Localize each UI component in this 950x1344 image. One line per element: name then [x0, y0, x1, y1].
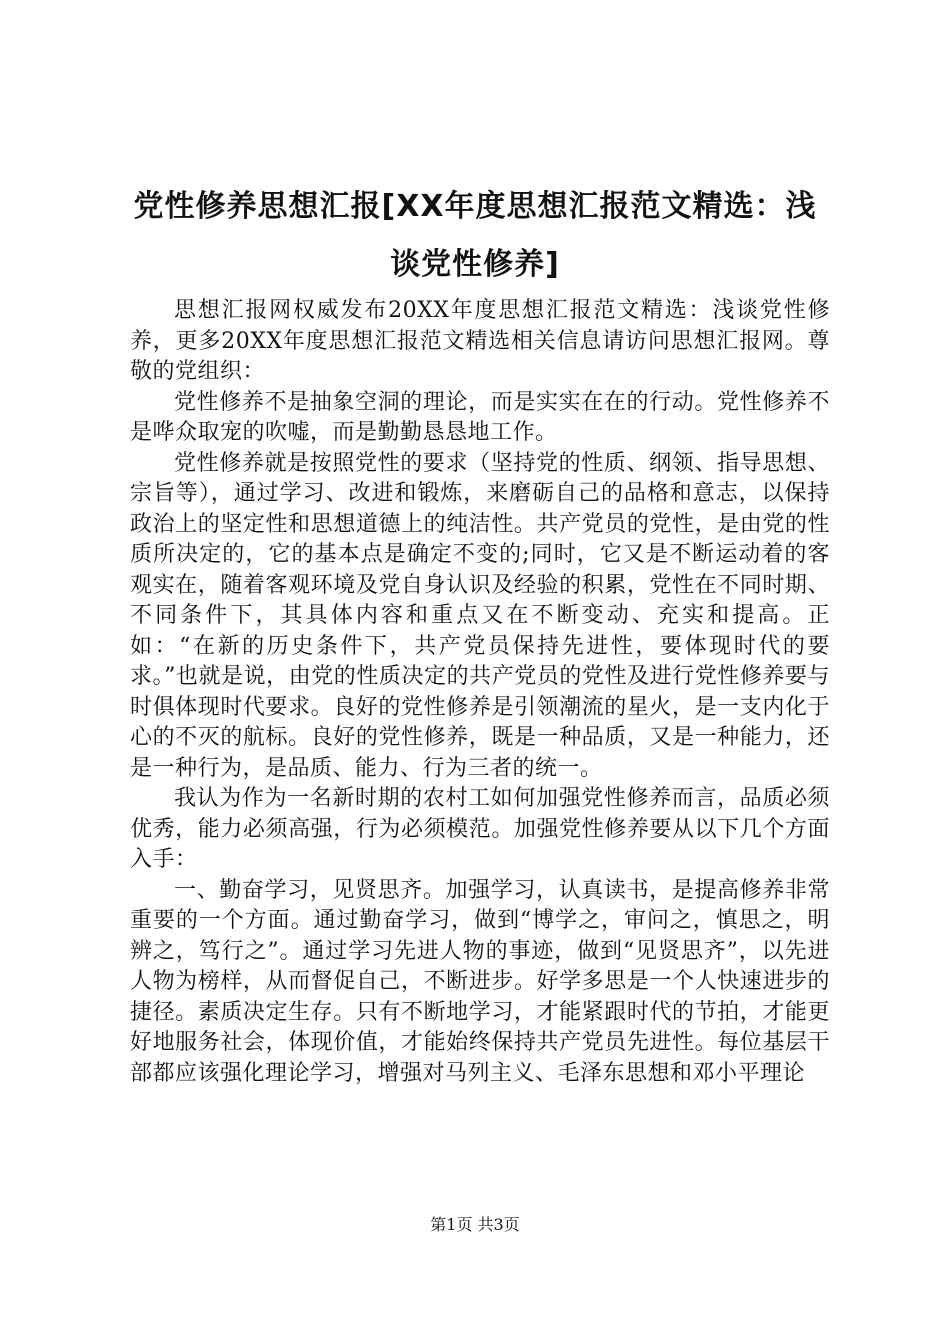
paragraph-study: 一、勤奋学习，见贤思齐。加强学习，认真读书，是提高修养非常重要的一个方面。通过勤奋学习，做到“博学之，审问之，慎思之，明辨之，笃行之”。通过学习先进人物的事迹，做到“见贤思齐”，以先进人物为榜样，从而督促自己，不断进步。好学多思是一个人快速进步的捷径。素质决定生存。只有不断地学习，才能紧跟时代的节拍，才能更好地服务社会，体现价值，才能始终保持共产党员先进性。每位基层干部都应该强化理论学习，增强对马列主义、毛泽东思想和邓小平理论	[130, 877, 830, 1086]
paragraph-definition: 党性修养就是按照党性的要求（坚持党的性质、纲领、指导思想、宗旨等），通过学习、改进和锻炼，来磨砺自己的品格和意志，以保持政治上的坚定性和思想道德上的纯洁性。共产党员的党性，是由党的性质所决定的，它的基本点是确定不变的;同时，它又是不断运动着的客观实在，随着客观环境及党自身认识及经验的积累，党性在不同时期、不同条件下，其具体内容和重点又在不断变动、充实和提高。正如：“在新的历史条件下，共产党员保持先进性，要体现时代的要求。”也就是说，由党的性质决定的共产党员的党性及进行党性修养要与时俱体现时代要求。良好的党性修养是引领潮流的星火，是一支内化于心的不灭的航标。良好的党性修养，既是一种品质，又是一种能力，还是一种行为，是品质、能力、行为三者的统一。	[130, 450, 830, 781]
document-title: 党性修养思想汇报[XX年度思想汇报范文精选：浅谈党性修养]	[133, 189, 817, 282]
page-footer: 第1页 共3页	[430, 1215, 520, 1234]
paragraph-intro: 思想汇报网权威发布20XX年度思想汇报范文精选：浅谈党性修养，更多20XX年度思想汇报范文精选相关信息请访问思想汇报网。尊敬的党组织：	[130, 298, 830, 384]
paragraph-approach: 我认为作为一名新时期的农村工如何加强党性修养而言，品质必须优秀，能力必须高强，行为必须模范。加强党性修养要从以下几个方面入手：	[130, 786, 830, 872]
document-body	[130, 296, 830, 1089]
paragraph-action: 党性修养不是抽象空洞的理论，而是实实在在的行动。党性修养不是哗众取宠的吹嘘，而是勤勤恳恳地工作。	[130, 389, 830, 445]
